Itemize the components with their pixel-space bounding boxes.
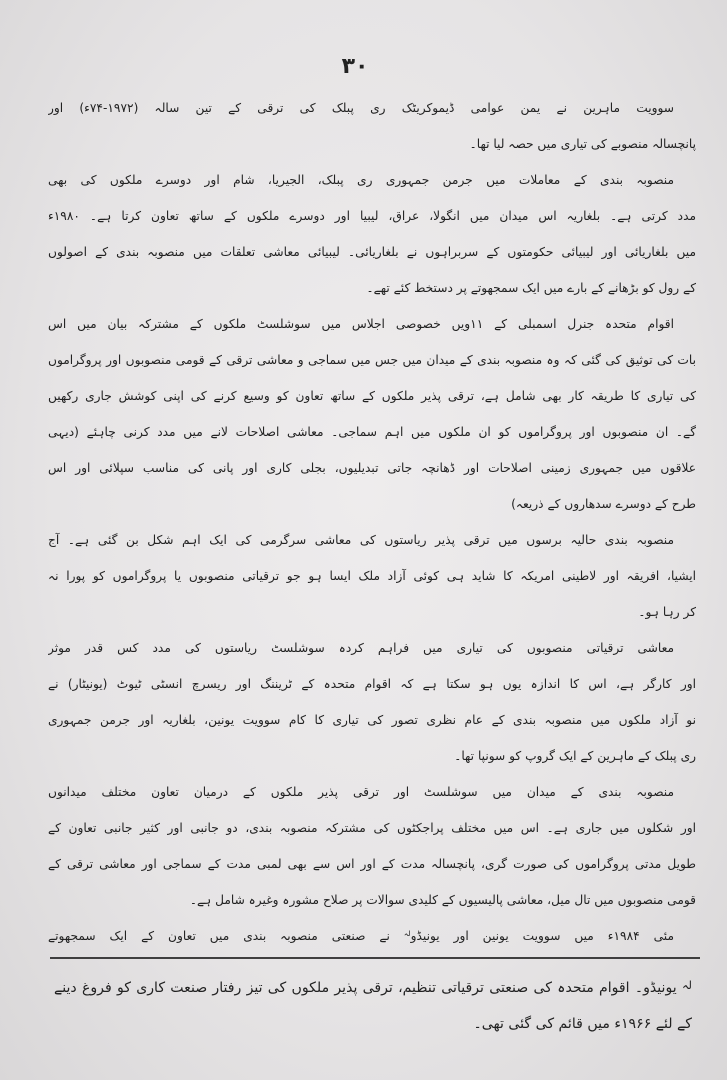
body-line: اور شکلوں میں جاری ہے۔ اس میں مختلف پراجکٹوں کی مشترکہ منصوبہ بندی، دو جانبی اور کثیر جانبی تعاون کے: [48, 821, 696, 835]
body-line: پانچسالہ منصوبے کی تیاری میں حصہ لیا تھا۔: [469, 137, 696, 151]
paragraph: [48, 918, 696, 954]
body-line: اقوام متحدہ جنرل اسمبلی کے ۱۱ویں خصوصی اجلاس میں سوشلسٹ ملکوں کے مشترکہ بیان میں اس: [48, 317, 674, 331]
footnote: [54, 970, 692, 1042]
body-line: میں بلغاریائی اور لیبیائی حکومتوں کے سربراہوں نے بلغاریائی۔ لیبیائی معاشی تعلقات میں منصوبہ بندی کے اصولوں: [48, 245, 696, 259]
footnote-line: کے لئے ۱۹۶۶ء میں قائم کی گئی تھی۔: [473, 1016, 692, 1032]
paragraph: [48, 306, 696, 522]
body-line: کی تیاری کا طریقہ کار بھی شامل ہے، ترقی پذیر ملکوں کے ساتھ تعاون کو وسیع کرنے کی اپنی کوشش جاری رکھیں: [48, 389, 696, 403]
body-line: طرح کے دوسرے سدھاروں کے ذریعہ): [511, 497, 696, 511]
paragraph: [48, 90, 696, 162]
body-line: سوویت ماہرین نے یمن عوامی ڈیموکریٹک ری پبلک کی ترقی کے تین سالہ (۱۹۷۲-۷۴ء) اور: [48, 101, 674, 115]
body-line: کر رہا ہو۔: [638, 605, 696, 619]
body-line: اور کارگر ہے، اس کا اندازہ یوں ہو سکتا ہے کہ اقوام متحدہ کے ٹریننگ اور ریسرچ انسٹی ٹیوٹ (یونیٹار) نے: [48, 677, 696, 691]
body-line: کے رول کو بڑھانے کے بارے میں ایک سمجھوتے پر دستخط کئے تھے۔: [366, 281, 696, 295]
body-line: ری پبلک کے ماہرین کے ایک گروپ کو سونپا تھا۔: [454, 749, 696, 763]
body-line: مدد کرتی ہے۔ بلغاریہ اس میدان میں انگولا، عراق، لیبیا اور دوسرے ملکوں کے ساتھ تعاون کرتا ہے۔ ۱۹۸۰ء: [48, 209, 696, 223]
footnote-line: [54, 970, 692, 1006]
body-line: قومی منصوبوں میں تال میل، معاشی پالیسیوں کے کلیدی سوالات پر صلاح مشورہ وغیرہ شامل ہے۔: [189, 893, 696, 907]
paragraph: [48, 162, 696, 306]
body-line: علاقوں میں جمہوری زمینی اصلاحات اور ڈھانچہ جاتی تبدیلیوں، بجلی کاری اور پانی کی مناسب سپلائی اور اس: [48, 461, 696, 475]
body-line-continued: [48, 918, 696, 954]
body-line: منصوبہ بندی کے میدان میں سوشلسٹ اور ترقی پذیر ملکوں کے درمیان تعاون مختلف میدانوں: [48, 785, 674, 799]
line-text: نے صنعتی منصوبہ بندی میں تعاون کے ایک سمجھوتے: [48, 929, 390, 943]
page-number: ۳۰: [341, 54, 369, 79]
footnote-separator: [50, 957, 700, 959]
body-line: طویل مدتی پروگراموں کی صورت گری، پانچسالہ مدت کے اور اس سے بھی لمبی مدت کے سماجی اور معاشی ترقی کے: [48, 857, 696, 871]
paragraph: [48, 522, 696, 630]
body-line: بات کی توثیق کی گئی کہ وہ منصوبہ بندی کے میدان میں جس میں سماجی و معاشی ترقی کے قومی منصوبوں اور پروگراموں: [48, 353, 696, 367]
body-line: منصوبہ بندی کے معاملات میں جرمن جمہوری ری پبلک، الجیریا، شام اور دوسرے ملکوں کی بھی: [48, 173, 674, 187]
paragraph: [48, 630, 696, 774]
footnote-reference: لہ: [403, 928, 411, 938]
body-text: [48, 90, 696, 954]
footnote-marker: لہ: [681, 978, 692, 992]
body-line: منصوبہ بندی حالیہ برسوں میں ترقی پذیر ریاستوں کی معاشی سرگرمی کی ایک اہم شکل بن گئی ہے۔ آج: [48, 533, 674, 547]
body-line: معاشی ترقیاتی منصوبوں کی تیاری میں فراہم کردہ سوشلسٹ ریاستوں کی مدد کس قدر موثر: [48, 641, 674, 655]
body-line: ایشیا، افریقہ اور لاطینی امریکہ کا شاید ہی کوئی آزاد ملک ایسا ہو جو ترقیاتی منصوبوں یا پروگراموں کو پورا نہ: [48, 569, 696, 583]
line-text: مئی ۱۹۸۴ء میں سوویت یونین اور یونیڈو: [410, 929, 675, 943]
body-line: نو آزاد ملکوں میں منصوبہ بندی کے عام نظری تصور کی تیاری کا کام سوویت یونین، بلغاریہ اور جرمن جمہوری: [48, 713, 696, 727]
footnote-text: یونیڈو۔ اقوام متحدہ کی صنعتی ترقیاتی تنظیم، ترقی پذیر ملکوں کی تیز رفتار صنعت کاری کو فروغ دینے: [54, 980, 677, 996]
paragraph: [48, 774, 696, 918]
body-line: گے۔ ان منصوبوں اور پروگراموں کو ان ملکوں میں اہم سماجی۔ معاشی اصلاحات لانے میں مدد کرنی چاہئے (دیہی: [48, 425, 696, 439]
